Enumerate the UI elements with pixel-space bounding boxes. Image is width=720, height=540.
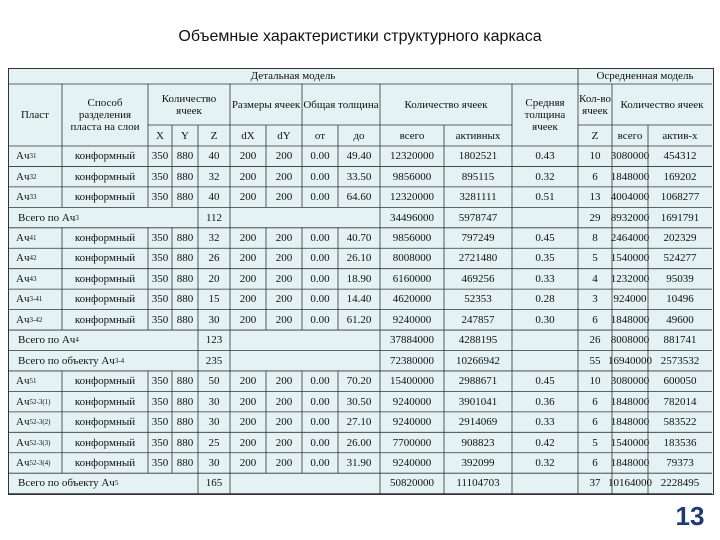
cell-x: 350	[151, 272, 169, 285]
averaged-model-header: Осредненная модель	[596, 70, 694, 82]
cell-z2: 5	[592, 436, 598, 449]
cell-z: 32	[208, 170, 220, 183]
subheader-active: активных	[455, 129, 501, 142]
summary-active2: 2573532	[660, 354, 700, 367]
cell-active2: 79373	[666, 456, 694, 469]
cell-method: конформный	[74, 232, 136, 245]
cell-to: 27.10	[346, 416, 372, 429]
cell-z2: 6	[592, 395, 598, 408]
cell-y: 880	[176, 456, 194, 469]
cell-x: 350	[151, 252, 169, 265]
cell-to: 61.20	[346, 313, 372, 326]
summary-label: Всего по Ач 4	[18, 334, 79, 347]
cell-z: 50	[208, 375, 220, 388]
cell-name: Ач 4 3	[16, 272, 37, 285]
cell-active2: 524277	[663, 252, 697, 265]
cell-y: 880	[176, 375, 194, 388]
summary-active2: 2228495	[660, 477, 700, 490]
cell-z: 40	[208, 150, 220, 163]
cell-to: 14.40	[346, 293, 372, 306]
cell-method: конформный	[74, 375, 136, 388]
subheader-dy: dY	[277, 129, 291, 142]
cell-z: 30	[208, 395, 220, 408]
cell-x: 350	[151, 313, 169, 326]
cell-avg: 0.33	[535, 416, 555, 429]
cell-dx: 200	[239, 252, 257, 265]
cell-total: 9240000	[392, 416, 432, 429]
cell-dy: 200	[275, 293, 293, 306]
averaged-cells-count-header: Количество ячеек	[620, 98, 704, 111]
cell-total: 4620000	[392, 293, 432, 306]
cell-name: Ач 5 2-3(4)	[16, 456, 51, 469]
cell-y: 880	[176, 170, 194, 183]
cell-active2: 600050	[663, 375, 697, 388]
cell-active: 2988671	[458, 375, 498, 388]
cell-dy: 200	[275, 170, 293, 183]
cell-method: конформный	[74, 293, 136, 306]
cell-active: 797249	[461, 232, 495, 245]
cell-avg: 0.51	[535, 191, 555, 204]
cell-total: 15400000	[390, 375, 434, 388]
cell-name: Ач 5 2-3(3)	[16, 436, 51, 449]
summary-z2: 37	[589, 477, 601, 490]
summary-active2: 1691791	[660, 211, 700, 224]
cell-x: 350	[151, 375, 169, 388]
cell-dx: 200	[239, 456, 257, 469]
cell-x: 350	[151, 191, 169, 204]
cell-method: конформный	[74, 395, 136, 408]
cell-total: 12320000	[390, 150, 434, 163]
cell-total2: 1848000	[610, 416, 650, 429]
cell-dx: 200	[239, 375, 257, 388]
cell-active: 392099	[461, 456, 495, 469]
avg-thickness-header: Средняя толщина ячеек	[524, 97, 566, 133]
cell-dx: 200	[239, 272, 257, 285]
cell-avg: 0.28	[535, 293, 555, 306]
cell-x: 350	[151, 293, 169, 306]
subheader-x: X	[156, 129, 164, 142]
cell-z2: 6	[592, 456, 598, 469]
cell-from: 0.00	[310, 150, 330, 163]
cell-to: 26.00	[346, 436, 372, 449]
cell-dx: 200	[239, 150, 257, 163]
subheader-z2: Z	[591, 129, 599, 142]
cell-z2: 6	[592, 313, 598, 326]
cell-dx: 200	[239, 293, 257, 306]
cell-y: 880	[176, 436, 194, 449]
cell-avg: 0.36	[535, 395, 555, 408]
cell-total: 8008000	[392, 252, 432, 265]
cell-total: 9856000	[392, 232, 432, 245]
summary-z2: 29	[589, 211, 601, 224]
cell-name: Ач 3 2	[16, 170, 37, 183]
cell-z2: 10	[589, 375, 601, 388]
cell-dx: 200	[239, 436, 257, 449]
subheader-total: всего	[399, 129, 425, 142]
cell-y: 880	[176, 313, 194, 326]
subheader-active2: актив-х	[662, 129, 698, 142]
cell-from: 0.00	[310, 170, 330, 183]
cell-method: конформный	[74, 150, 136, 163]
cell-method: конформный	[74, 436, 136, 449]
summary-total2: 8932000	[610, 211, 650, 224]
cell-total: 12320000	[390, 191, 434, 204]
summary-total: 50820000	[390, 477, 434, 490]
cell-z: 25	[208, 436, 220, 449]
cell-name: Ач 5 1	[16, 375, 37, 388]
cell-total2: 3080000	[610, 150, 650, 163]
cell-y: 880	[176, 150, 194, 163]
summary-total2: 10164000	[608, 477, 652, 490]
cell-name: Ач 5 2-3(1)	[16, 395, 51, 408]
summary-total: 72380000	[390, 354, 434, 367]
summary-z: 112	[205, 211, 223, 224]
cell-y: 880	[176, 232, 194, 245]
cell-method: конформный	[74, 313, 136, 326]
detailed-model-header: Детальная модель	[250, 70, 336, 82]
cell-from: 0.00	[310, 456, 330, 469]
cell-active: 2914069	[458, 416, 498, 429]
subheader-y: Y	[181, 129, 189, 142]
cell-dx: 200	[239, 416, 257, 429]
cell-name: Ач 3 1	[16, 150, 37, 163]
cell-z: 20	[208, 272, 220, 285]
cell-total2: 1540000	[610, 436, 650, 449]
cell-z2: 3	[592, 293, 598, 306]
cell-to: 18.90	[346, 272, 372, 285]
cell-total2: 3080000	[610, 375, 650, 388]
cell-dy: 200	[275, 232, 293, 245]
cell-dy: 200	[275, 191, 293, 204]
cell-size-header: Размеры ячеек	[231, 98, 301, 111]
summary-active: 11104703	[456, 477, 500, 490]
cell-avg: 0.30	[535, 313, 555, 326]
cell-method: конформный	[74, 252, 136, 265]
cell-y: 880	[176, 252, 194, 265]
cells-count-header: Количество ячеек	[404, 98, 488, 111]
plast-header: Пласт	[20, 109, 49, 121]
summary-active: 4288195	[458, 334, 498, 347]
cell-dy: 200	[275, 272, 293, 285]
cell-to: 26.10	[346, 252, 372, 265]
cell-active2: 454312	[663, 150, 697, 163]
cell-z2: 5	[592, 252, 598, 265]
cell-z: 26	[208, 252, 220, 265]
cell-total2: 4004000	[610, 191, 650, 204]
summary-label: Всего по Ач 3	[18, 211, 79, 224]
cell-avg: 0.35	[535, 252, 555, 265]
cell-x: 350	[151, 456, 169, 469]
cell-dy: 200	[275, 313, 293, 326]
cell-total2: 924000	[613, 293, 647, 306]
summary-label: Всего по объекту Ач 5	[18, 477, 119, 490]
cell-x: 350	[151, 395, 169, 408]
summary-label: Всего по объекту Ач 3-4	[18, 354, 125, 367]
cell-name: Ач 5 2-3(2)	[16, 416, 51, 429]
subheader-total2: всего	[617, 129, 643, 142]
subheader-to: до	[353, 129, 365, 142]
cell-total2: 1848000	[610, 456, 650, 469]
cell-avg: 0.45	[535, 375, 555, 388]
cell-to: 64.60	[346, 191, 372, 204]
cell-method: конформный	[74, 191, 136, 204]
cell-dx: 200	[239, 395, 257, 408]
cell-x: 350	[151, 150, 169, 163]
cell-total: 9856000	[392, 170, 432, 183]
cell-z2: 13	[589, 191, 601, 204]
cell-dx: 200	[239, 313, 257, 326]
summary-active2: 881741	[663, 334, 697, 347]
cell-from: 0.00	[310, 395, 330, 408]
cell-avg: 0.33	[535, 272, 555, 285]
cell-z: 30	[208, 456, 220, 469]
cell-z: 30	[208, 313, 220, 326]
cell-dx: 200	[239, 191, 257, 204]
cell-active2: 1068277	[660, 191, 700, 204]
cell-total2: 1540000	[610, 252, 650, 265]
cell-to: 31.90	[346, 456, 372, 469]
cell-name: Ач 4 2	[16, 252, 37, 265]
cell-z2: 6	[592, 170, 598, 183]
summary-total: 37884000	[390, 334, 434, 347]
cell-y: 880	[176, 272, 194, 285]
cell-avg: 0.32	[535, 170, 555, 183]
cell-dy: 200	[275, 375, 293, 388]
cell-active: 247857	[461, 313, 495, 326]
total-thickness-header: Общая толщина	[303, 98, 379, 111]
cell-from: 0.00	[310, 313, 330, 326]
cell-count-header: Количество ячеек	[161, 92, 217, 117]
cell-x: 350	[151, 436, 169, 449]
cell-from: 0.00	[310, 375, 330, 388]
cell-active2: 95039	[666, 272, 694, 285]
cell-to: 40.70	[346, 232, 372, 245]
cell-method: конформный	[74, 416, 136, 429]
cells-z-count-header: Кол-во ячеек	[579, 92, 611, 117]
summary-active: 5978747	[458, 211, 498, 224]
cell-total: 6160000	[392, 272, 432, 285]
cell-name: Ач 3 3	[16, 191, 37, 204]
summary-z: 235	[205, 354, 223, 367]
cell-name: Ач 4 1	[16, 232, 37, 245]
cell-dy: 200	[275, 395, 293, 408]
method-header: Способ разделения пласта на слои	[70, 97, 140, 133]
cell-active2: 169202	[663, 170, 697, 183]
summary-active: 10266942	[456, 354, 500, 367]
cell-y: 880	[176, 416, 194, 429]
summary-total2: 8008000	[610, 334, 650, 347]
cell-z2: 10	[589, 150, 601, 163]
summary-z2: 26	[589, 334, 601, 347]
cell-name: Ач 3-4 1	[16, 293, 43, 306]
cell-y: 880	[176, 191, 194, 204]
cell-active2: 10496	[666, 293, 694, 306]
cell-method: конформный	[74, 170, 136, 183]
cell-active: 52353	[464, 293, 492, 306]
cell-from: 0.00	[310, 252, 330, 265]
summary-z2: 55	[589, 354, 601, 367]
cell-active2: 202329	[663, 232, 697, 245]
cell-active: 469256	[461, 272, 495, 285]
summary-total2: 16940000	[608, 354, 652, 367]
cell-z2: 8	[592, 232, 598, 245]
cell-active: 2721480	[458, 252, 498, 265]
cell-x: 350	[151, 232, 169, 245]
cell-avg: 0.43	[535, 150, 555, 163]
cell-z: 40	[208, 191, 220, 204]
summary-z: 123	[205, 334, 223, 347]
subheader-dx: dX	[241, 129, 255, 142]
cell-dy: 200	[275, 150, 293, 163]
cell-active: 908823	[461, 436, 495, 449]
cell-from: 0.00	[310, 436, 330, 449]
cell-active: 3901041	[458, 395, 498, 408]
cell-to: 30.50	[346, 395, 372, 408]
summary-z: 165	[205, 477, 223, 490]
cell-from: 0.00	[310, 293, 330, 306]
cell-method: конформный	[74, 456, 136, 469]
subheader-z: Z	[210, 129, 218, 142]
cell-total2: 1848000	[610, 395, 650, 408]
cell-total2: 1848000	[610, 170, 650, 183]
cell-z: 30	[208, 416, 220, 429]
summary-total: 34496000	[390, 211, 434, 224]
cell-from: 0.00	[310, 416, 330, 429]
cell-active: 1802521	[458, 150, 498, 163]
cell-total2: 1848000	[610, 313, 650, 326]
cell-total: 7700000	[392, 436, 432, 449]
cell-active2: 583522	[663, 416, 697, 429]
cell-active: 3281111	[459, 191, 497, 204]
cell-from: 0.00	[310, 191, 330, 204]
cell-total: 9240000	[392, 313, 432, 326]
cell-y: 880	[176, 395, 194, 408]
cell-active2: 183536	[663, 436, 697, 449]
cell-z2: 6	[592, 416, 598, 429]
cell-avg: 0.32	[535, 456, 555, 469]
cell-dy: 200	[275, 416, 293, 429]
cell-y: 880	[176, 293, 194, 306]
cell-active: 895115	[461, 170, 495, 183]
cell-to: 33.50	[346, 170, 372, 183]
cell-active2: 49600	[666, 313, 694, 326]
cell-method: конформный	[74, 272, 136, 285]
subheader-from: от	[314, 129, 326, 142]
cell-z: 32	[208, 232, 220, 245]
cell-x: 350	[151, 416, 169, 429]
page-number: 13	[675, 500, 705, 531]
cell-z: 15	[208, 293, 220, 306]
cell-dx: 200	[239, 232, 257, 245]
cell-total: 9240000	[392, 456, 432, 469]
cell-from: 0.00	[310, 272, 330, 285]
cell-avg: 0.45	[535, 232, 555, 245]
cell-total2: 2464000	[610, 232, 650, 245]
cell-dy: 200	[275, 456, 293, 469]
cell-dx: 200	[239, 170, 257, 183]
cell-z2: 4	[592, 272, 598, 285]
cell-from: 0.00	[310, 232, 330, 245]
cell-to: 70.20	[346, 375, 372, 388]
cell-total: 9240000	[392, 395, 432, 408]
cell-to: 49.40	[346, 150, 372, 163]
cell-name: Ач 3-4 2	[16, 313, 43, 326]
cell-dy: 200	[275, 252, 293, 265]
cell-total2: 1232000	[610, 272, 650, 285]
cell-x: 350	[151, 170, 169, 183]
cell-dy: 200	[275, 436, 293, 449]
cell-avg: 0.42	[535, 436, 555, 449]
cell-active2: 782014	[663, 395, 697, 408]
page-title: Объемные характеристики структурного каркаса	[178, 28, 542, 45]
